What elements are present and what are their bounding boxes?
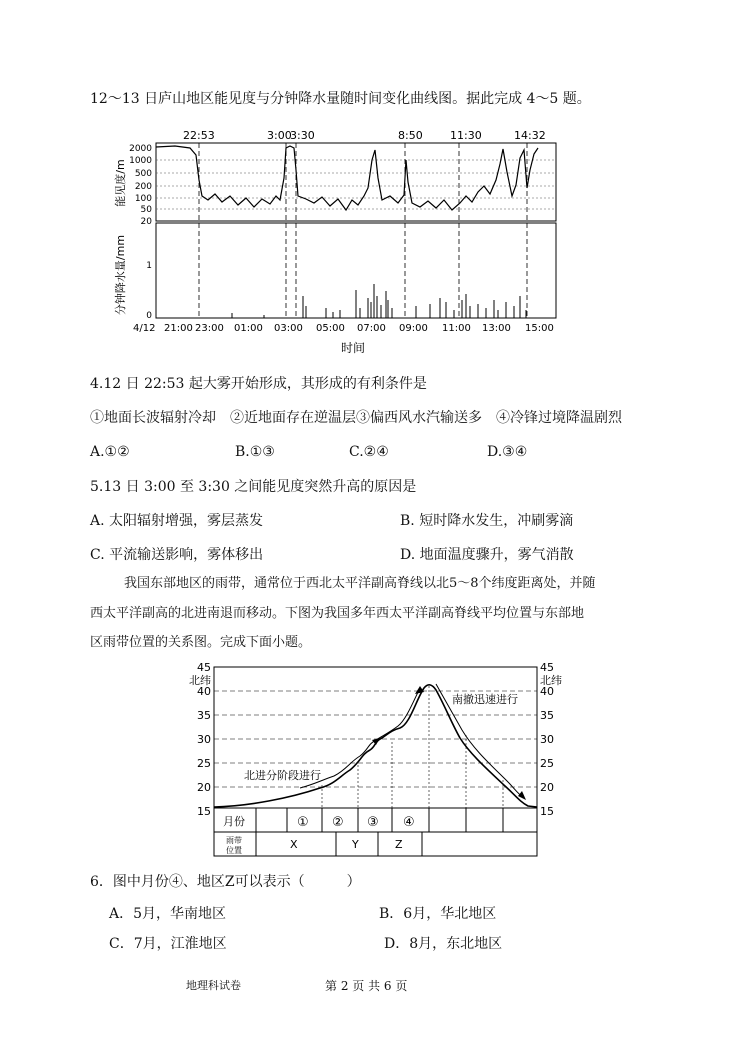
visibility-curve xyxy=(156,146,538,210)
y-ticks-visibility xyxy=(129,144,152,227)
y-tick-500: 500 xyxy=(134,169,152,179)
table-month-1: ① xyxy=(297,815,309,830)
y-right-15: 15 xyxy=(540,805,554,818)
x-tick-0900: 09:00 xyxy=(399,323,428,334)
annotation-south-retreat: 南撤迅速进行 xyxy=(452,693,518,706)
q5-stem: 5.13 日 3:00 至 3:30 之间能见度突然升高的原因是 xyxy=(90,479,417,495)
x-tick-1500: 15:00 xyxy=(525,323,554,334)
intro-text-1: 12～13 日庐山地区能见度与分钟降水量随时间变化曲线图。据此完成 4～5 题。 xyxy=(90,91,591,107)
north-arrow-head xyxy=(415,686,424,694)
y-right-20: 20 xyxy=(540,781,554,794)
top-time-4: 8:50 xyxy=(398,129,423,142)
y-right-35: 35 xyxy=(540,709,554,722)
top-time-3: 3:30 xyxy=(290,129,315,142)
q4-stem: 4.12 日 22:53 起大雾开始形成，其形成的有利条件是 xyxy=(90,376,427,392)
y-left-unit: 北纬 xyxy=(189,674,211,687)
q5-option-a: A. 太阳辐射增强，雾层蒸发 xyxy=(90,513,264,529)
table-region-z: Z xyxy=(395,838,403,851)
y-right-25: 25 xyxy=(540,757,554,770)
y-right-40: 40 xyxy=(540,685,554,698)
top-time-1: 22:53 xyxy=(183,129,215,142)
intro-text-2-line1: 我国东部地区的雨带，通常位于西北太平洋副高脊线以北5～8个纬度距离处，并随 xyxy=(124,576,596,591)
table-rain-label-2: 位置 xyxy=(226,846,242,855)
table-month-3: ③ xyxy=(367,815,379,830)
table-region-y: Y xyxy=(352,838,359,851)
x-tick-labels xyxy=(133,323,554,334)
q4-option-b: B.①③ xyxy=(235,444,275,460)
x-tick-0500: 05:00 xyxy=(316,323,345,334)
subtropical-high-chart xyxy=(0,660,752,860)
y-tick-0mm: 0 xyxy=(146,311,152,321)
table-month-4: ④ xyxy=(403,815,415,830)
q4-items: ①地面长波辐射冷却 ②近地面存在逆温层③偏西风水汽输送多 ④冷锋过境降温剧烈 xyxy=(90,410,622,426)
footer-subject: 地理科试卷 xyxy=(186,979,241,992)
x-axis-label: 时间 xyxy=(341,341,366,355)
top-time-labels xyxy=(183,129,546,142)
q4-option-a: A.①② xyxy=(90,444,130,460)
y-label-rainfall: 分钟降水量/mm xyxy=(114,234,127,316)
annotation-north-advance: 北进分阶段进行 xyxy=(244,769,321,782)
x-tick-2100: 21:00 xyxy=(164,323,193,334)
top-time-2: 3:00 xyxy=(267,129,292,142)
q4-option-d: D.③④ xyxy=(487,444,528,460)
x-tick-2300: 23:00 xyxy=(195,323,224,334)
x-tick-1300: 13:00 xyxy=(482,323,511,334)
q6-option-a: A．5月，华南地区 xyxy=(109,906,227,922)
y-tick-1000: 1000 xyxy=(129,156,152,166)
y-right-30: 30 xyxy=(540,733,554,746)
y-left-40: 40 xyxy=(197,685,211,698)
y-tick-200: 200 xyxy=(134,182,152,192)
intro-text-2-line2: 西太平洋副高的北进南退而移动。下图为我国多年西太平洋副高脊线平均位置与东部地 xyxy=(90,606,585,621)
y-left-15: 15 xyxy=(197,805,211,818)
top-time-5: 11:30 xyxy=(450,129,482,142)
y-tick-20: 20 xyxy=(140,217,152,227)
y-left-20: 20 xyxy=(197,781,211,794)
intro-text-2-line3: 区雨带位置的关系图。完成下面小题。 xyxy=(90,635,312,650)
footer-page-number: 第 2 页 共 6 页 xyxy=(325,979,408,993)
q6-option-b: B．6月，华北地区 xyxy=(379,906,497,922)
y-label-visibility: 能见度/m xyxy=(114,159,127,207)
y-tick-50: 50 xyxy=(140,205,152,215)
x-tick-date: 4/12 xyxy=(133,323,156,334)
q5-option-d: D. 地面温度骤升，雾气消散 xyxy=(400,547,574,563)
y-ticks-left xyxy=(189,661,211,818)
visibility-rainfall-chart xyxy=(0,118,752,358)
q6-option-d: D．8月，东北地区 xyxy=(384,936,503,952)
mid-arrow-head-1 xyxy=(372,738,380,745)
rainfall-bars xyxy=(232,284,526,318)
y-right-45: 45 xyxy=(540,661,554,674)
table-rain-label-1: 雨带 xyxy=(226,836,242,845)
y-left-35: 35 xyxy=(197,709,211,722)
table-month-label: 月份 xyxy=(223,815,245,828)
top-time-6: 14:32 xyxy=(514,129,546,142)
y-right-unit: 北纬 xyxy=(540,674,562,687)
q4-option-c: C.②④ xyxy=(349,444,389,460)
q5-option-c: C. 平流输送影响，雾体移出 xyxy=(90,547,264,563)
table-month-2: ② xyxy=(332,815,344,830)
y-ticks-right xyxy=(540,661,562,818)
q6-option-c: C．7月，江淮地区 xyxy=(109,936,227,952)
x-tick-0300: 03:00 xyxy=(274,323,303,334)
y-tick-100: 100 xyxy=(134,194,152,204)
y-left-25: 25 xyxy=(197,757,211,770)
y-left-45: 45 xyxy=(197,661,211,674)
y-left-30: 30 xyxy=(197,733,211,746)
y-tick-1mm: 1 xyxy=(146,261,152,271)
y-tick-2000: 2000 xyxy=(129,144,152,154)
x-tick-0700: 07:00 xyxy=(357,323,386,334)
x-tick-1100: 11:00 xyxy=(442,323,471,334)
q5-option-b: B. 短时降水发生，冲刷雾滴 xyxy=(400,513,574,529)
table-region-x: X xyxy=(290,838,298,851)
x-tick-0100: 01:00 xyxy=(234,323,263,334)
q6-stem: 6．图中月份④、地区Z可以表示（ ） xyxy=(90,874,361,890)
y-ticks-rainfall xyxy=(146,261,152,321)
